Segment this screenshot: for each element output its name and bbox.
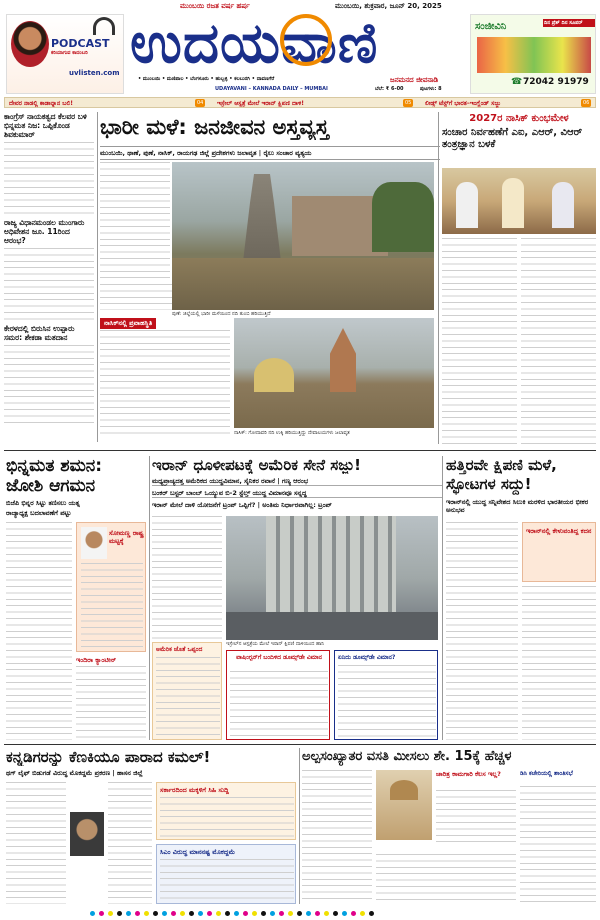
bottom-left-box-2 [156, 844, 296, 904]
ticker-bar [4, 97, 596, 108]
nashik-flood-photo [234, 318, 434, 428]
mid-right-deck: ಇರಾನ್‌ನಲ್ಲಿ ಯುದ್ಧ ಸನ್ನಿವೇಶದ ಸಿಲುಕಿ ಮರಳಿದ ಭಾರತೀಯರ ಭೀಕರ ಅನುಭವ [446, 498, 589, 514]
podcast-site[interactable]: uvlisten.com [69, 69, 120, 77]
column-divider [299, 748, 300, 904]
mid-center-deck-3: ಇರಾನ್ ಮೇಲೆ ದಾಳಿ ಯೋಜನೆಗೆ ಟ್ರಂಪ್ ಒಪ್ಪಿಗೆ? | ಅಂತಿಮ ನಿರ್ಧಾರವಾಗಿಲ್ಲ: ಟ್ರಂಪ್ [152, 501, 332, 509]
editions-list: • ಮುಂಬಯಿ • ಮಣಿಪಾಲ • ಬೆಂಗಳೂರು • ಹುಬ್ಬಳ್ಳಿ • ಕಲಬುರಗಿ • ದಾವಣಗೆರೆ [138, 76, 275, 82]
registration-dot [108, 911, 113, 916]
edition-top-line: ಮುಂಬಯಿ ರಜತ ವರ್ಷ ಹರ್ಷ [180, 2, 250, 10]
mid-left-headline-1[interactable]: ಭಿನ್ನಮತ ಶಮನ: [6, 456, 102, 476]
right-top-body [442, 238, 517, 444]
registration-dot [225, 911, 230, 916]
registration-dot [351, 911, 356, 916]
ad-phone[interactable]: 72042 91979 [523, 77, 589, 87]
registration-dot [99, 911, 104, 916]
registration-dot [171, 911, 176, 916]
mid-center-deck-1: ಮಧ್ಯಪ್ರಾಚ್ಯದತ್ತ ಅಮೆರಿಕದ ಯುದ್ಧವಿಮಾನ, ಸೈನಿಕರ ರವಾನೆ | ಗಣ್ಯ ಆರಂಭ [152, 478, 442, 486]
registration-dot [198, 911, 203, 916]
registration-dot [306, 911, 311, 916]
podcast-label: PODCAST [51, 37, 110, 50]
ticker-item[interactable]: ಇಸ್ರೇಲ್ ಆಸ್ಪತ್ರೆ ಮೇಲೆ ಇರಾನ್ ಕ್ಷಿಪಣಿ ದಾಳಿ! [217, 100, 304, 107]
mid-left-box-body [81, 563, 143, 649]
mid-center-box-2 [226, 650, 330, 740]
registration-dot [369, 911, 374, 916]
heritage-building-photo [376, 770, 432, 840]
bottom-right-body [302, 770, 372, 904]
mid-center-box-3-body [338, 665, 436, 737]
sub-box-body [100, 330, 230, 434]
mid-center-box-2-title[interactable]: ವಾಷಿಂಗ್ಟನ್‌ಗೆ ಬಂದಿಳಿದ ಡೂಮ್ಸ್‌ಡೇ ವಿಮಾನ [236, 654, 322, 661]
left-headline-3[interactable]: ಕೇರಳದಲ್ಲಿ ಬಿರುಸಿನ ಉಪ್ಪಾರು ಸಮರ: ಶೇಕಡಾ ಮತದಾನ [4, 324, 75, 342]
column-divider [97, 112, 98, 442]
registration-dot [243, 911, 248, 916]
politician-photo [81, 527, 107, 559]
section-divider [4, 450, 596, 451]
lead-body [100, 162, 170, 282]
registration-dot [126, 911, 131, 916]
mid-left-box [76, 522, 146, 652]
nashik-photo-caption: ನಾಸಿಕ್: ಗೋದಾವರಿ ನದಿ ಉಕ್ಕಿ ಹರಿಯುತ್ತಿದ್ದು ದೇವಾಲಯಗಳು ಜಲಾವೃತ [234, 430, 350, 436]
column-divider [442, 456, 443, 740]
mid-left-body [6, 522, 72, 740]
damaged-building-photo [226, 516, 438, 640]
person-figure [502, 178, 524, 228]
bottom-left-box-1 [156, 782, 296, 840]
left-headline-1[interactable]: ಕಾಂಗ್ರೆಸ್ ನಾಯಕತ್ವದ ಕೆಲವರ ಬಳಿ ಭಿನ್ನಮತ ನಿಜ: ಒಪ್ಪಿಕೊಂಡ ಶಿವಕುಮಾರ್ [4, 112, 87, 139]
mid-center-box-2-body [230, 671, 328, 737]
mid-center-deck-2: ಬಂಕರ್ ಬಸ್ಟರ್ ಬಾಂಬ್ ಒಯ್ಯುವ ಬಿ-2 ಸ್ಟೆಲ್ತ್ ಯುದ್ಧ ವಿಮಾನವೂ ಸನ್ನದ್ಧ [152, 490, 442, 498]
registration-dot [207, 911, 212, 916]
registration-dot [144, 911, 149, 916]
produce-image [477, 37, 591, 73]
mid-center-body [152, 516, 222, 640]
shrine-shape [254, 358, 294, 392]
bottom-left-body [6, 782, 66, 904]
mid-right-box-title[interactable]: ಇರಾನ್‌ನಲ್ಲಿ ಕೇಳುವಂತಿದ್ದ ಕದನ [526, 527, 592, 535]
meeting-photo [442, 168, 596, 234]
bottom-left-headline[interactable]: ಕನ್ನಡಿಗರನ್ನು ಕೆಣಕಿಯೂ ಪಾರಾದ ಕಮಲ್! [6, 748, 211, 766]
podcast-sub: ಕರಿಯಾಗುವ ಕಾದಂಬರಿ [51, 50, 88, 56]
bottom-left-box-2-title[interactable]: ಸಿಎಂ ವಿರುದ್ಧ ಮಾನನಷ್ಟ ಮೊಕದ್ದಮೆ [160, 848, 236, 856]
registration-dot [261, 911, 266, 916]
bottom-right-box-body [436, 790, 516, 846]
mid-left-deck-2: ರಾಜ್ಯಾಧ್ಯಕ್ಷ ಬದಲಾವಣೆಗೆ ಪಟ್ಟು [6, 509, 72, 517]
registration-dot [117, 911, 122, 916]
bottom-left-body [108, 782, 152, 904]
mid-right-body [522, 586, 596, 740]
registration-dot [324, 911, 329, 916]
registration-dot [297, 911, 302, 916]
bottom-right-side-body [520, 786, 596, 904]
building-facade [266, 516, 396, 612]
registration-dot [315, 911, 320, 916]
mid-left-deck-1: ಬಿಜೆಪಿ ಭಿನ್ನರ ಸಿಟ್ಟು ತಣಿಸಲು ಯತ್ನ [6, 499, 80, 507]
lead-photo-flooded-temple [172, 162, 434, 310]
page-count: ಪುಟಗಳು: 8 [420, 86, 442, 92]
registration-dot [342, 911, 347, 916]
mid-center-photo-caption: ಇಸ್ರೇಲ್‌ನ ಆಸ್ಪತ್ರೆಯ ಮೇಲೆ ಇರಾನ್ ಕ್ಷಿಪಣಿ ದಾಳಿಯಿಂದ ಹಾನಿ [226, 641, 324, 647]
registration-dot [153, 911, 158, 916]
bottom-right-headline[interactable]: ಅಲ್ಪಸಂಖ್ಯಾತರ ವಸತಿ ಮೀಸಲು ಶೇ. 15ಕ್ಕೆ ಹೆಚ್ಚಳ [302, 749, 512, 764]
registration-dot [288, 911, 293, 916]
phone-icon: ☎ [511, 77, 523, 87]
left-article-body [4, 142, 94, 214]
registration-dot [270, 911, 275, 916]
section-divider [4, 744, 596, 745]
bottom-right-body [376, 854, 516, 904]
ticker-item[interactable]: ಲೀಡ್ಸ್ ಟೆಸ್ಟ್‌ಗೆ ಭಾರತ–ಇಂಗ್ಲೆಂಡ್ ಸಜ್ಜು [425, 100, 501, 107]
registration-dot [333, 911, 338, 916]
mid-right-box [522, 522, 596, 582]
sanjeevini-ad[interactable] [470, 14, 596, 94]
mid-left-headline-2[interactable]: ಜೋಶಿ ಆಗಮನ [6, 476, 96, 496]
left-headline-2[interactable]: ರಾಜ್ಯ ವಿಧಾನಮಂಡಲ ಮುಂಗಾರು ಅಧಿವೇಶನ ಜೂ. 11ರಿಂದ ಆರಂಭ? [4, 218, 85, 245]
lead-sub-box [100, 318, 434, 444]
mid-left-box-title[interactable]: ಸೋಮಣ್ಣ ರಾಷ್ಟ್ರ ಮಟ್ಟಕ್ಕೆ [109, 529, 144, 545]
right-top-body [521, 238, 596, 444]
registration-marks [90, 908, 510, 918]
masthead-subtitle: UDAYAVANI – KANNADA DAILY – MUMBAI [215, 86, 328, 92]
newspaper-title: ಉದಯವಾಣಿ [130, 10, 379, 72]
price: ಬೆಲೆ: ₹ 6-00 [375, 86, 404, 92]
headphones-icon [93, 17, 115, 35]
temple-shape [242, 174, 282, 270]
mid-center-headline[interactable]: ಇರಾನ್ ಧೂಳೀಪಟಕ್ಕೆ ಅಮೆರಿಕ ಸೇನೆ ಸಜ್ಜು! [152, 456, 361, 474]
date-line: ಮುಂಬಯಿ, ಶುಕ್ರವಾರ, ಜೂನ್ 20, 2025 [335, 2, 442, 10]
sub-box-title[interactable]: ನಾಸಿಕ್‌ನಲ್ಲಿ ಪ್ರವಾಹಸ್ಥಿತಿ [100, 318, 156, 329]
registration-dot [360, 911, 365, 916]
podcast-ad[interactable] [6, 14, 124, 94]
column-divider [438, 112, 439, 444]
temple-spire [330, 328, 356, 392]
registration-dot [189, 911, 194, 916]
mid-center-box-3 [334, 650, 438, 740]
ticker-page-badge: 05 [405, 100, 412, 106]
bottom-right-box-title[interactable]: ಚಾರಿತ್ರ ಕಾಮಗಾರಿ ಕೆಲಸ ಇಲ್ಲ? [436, 770, 501, 778]
registration-dot [252, 911, 257, 916]
bottom-left-box-1-title[interactable]: ಸರ್ಕಾರದಿಂದ ಮಕ್ಕಳಿಗೆ ಸಿಹಿ ಸುದ್ದಿ [160, 786, 229, 794]
registration-dot [90, 911, 95, 916]
mid-center-box-1-body [156, 657, 220, 737]
bottom-right-side-title[interactable]: ಡಿಸಿ ಕಚೇರಿಯಲ್ಲಿ ಶಾಂತಿಸಭೆ [520, 770, 573, 777]
trees-shape [372, 182, 434, 252]
ticker-page-badge: 04 [197, 100, 204, 106]
host-avatar [11, 21, 49, 67]
left-article-body [4, 345, 94, 425]
floodwater [172, 258, 434, 310]
registration-dot [135, 911, 140, 916]
kamal-haasan-photo [70, 812, 104, 856]
lead-headline[interactable]: ಭಾರೀ ಮಳೆ: ಜನಜೀವನ ಅಸ್ತವ್ಯಸ್ತ [100, 115, 329, 139]
left-article-body [4, 248, 94, 320]
ticker-page-badge: 06 [583, 100, 590, 106]
registration-dot [234, 911, 239, 916]
mid-left-small-title[interactable]: ಇಂದಿರಾ ಕ್ಯಾಂಟೀನ್ [76, 656, 117, 664]
tagline: ಜನಮನದ ಜೀವನಾಡಿ [390, 76, 439, 84]
registration-dot [180, 911, 185, 916]
mid-left-small-body [76, 666, 146, 740]
ad-tag: ದಿನ ಪ್ರೆಶ್ ದಿನ ಸೂಪರ್ [543, 19, 595, 27]
bottom-left-box-2-body [160, 859, 294, 901]
lead-photo-caption: ಪುಣೆ: ಜಿಲ್ಲೆಯಲ್ಲಿ ಭಾರೀ ಮಳೆಯಿಂದ ನದಿ ತುಂಬಿ ಹರಿಯುತ್ತಿದೆ [172, 311, 271, 317]
bottom-right-box [376, 770, 516, 850]
person-figure [552, 182, 574, 228]
lead-deck: ಮುಂಬಯಿ, ಥಾಣೆ, ಪುಣೆ, ನಾಸಿಕ್, ರಾಯಗಢ ಜಿಲ್ಲೆ ಪ್ರದೇಶಗಳು ಜಲಾವೃತ | ರೈಲು ಸಂಚಾರ ವ್ಯತ್ಯಯ [100, 146, 440, 160]
anniversary-25-emblem [280, 14, 332, 66]
mid-center-box-3-title[interactable]: ಏನಿದು ಡೂಮ್ಸ್‌ಡೇ ವಿಮಾನ? [338, 654, 396, 661]
bottom-left-box-1-body [160, 797, 294, 837]
mid-right-headline[interactable]: ಹತ್ತಿರವೇ ಕ್ಷಿಪಣಿ ಮಳೆ, ಸ್ಫೋಟಗಳ ಸದ್ದು! [446, 456, 557, 493]
registration-dot [216, 911, 221, 916]
mid-center-box-1 [152, 642, 222, 740]
ticker-item[interactable]: ದೇವರ ನಾಡಲ್ಲಿ ಕಾಡಾನ್ನಾನ ಬಲಿ! [9, 100, 73, 107]
bottom-left-deck: ಥಗ್ ಲೈಫ್ ಬಿಡುಗಡೆ ವಿರುದ್ಧ ಮೊಕದ್ದಮೆ ಪ್ರಕರಣ | ಹಾಸನ ಜಿಲ್ಲೆ [6, 769, 143, 777]
masthead [0, 0, 600, 96]
right-top-kicker: 2027ರ ನಾಸಿಕ್ ಕುಂಭಮೇಳ [469, 113, 569, 124]
ad-brand: ಸಂಜೀವಿನಿ [475, 21, 507, 32]
column-divider [149, 456, 150, 740]
debris [226, 612, 438, 640]
dome-shape [390, 780, 418, 800]
person-figure [456, 182, 478, 228]
left-column [4, 112, 94, 442]
right-top-headline[interactable]: ಸಂಚಾರ ನಿರ್ವಹಣೆಗೆ ಎಐ, ಎಆರ್, ವಿಆರ್ ತಂತ್ರಜ್ಞಾನ ಬಳಕೆ [442, 127, 583, 150]
mid-right-body [446, 522, 518, 740]
registration-dot [162, 911, 167, 916]
registration-dot [279, 911, 284, 916]
mid-center-box-1-title[interactable]: ಅಮೆರಿಕ ಜೊತೆ ಒಪ್ಪಂದ [156, 646, 203, 653]
